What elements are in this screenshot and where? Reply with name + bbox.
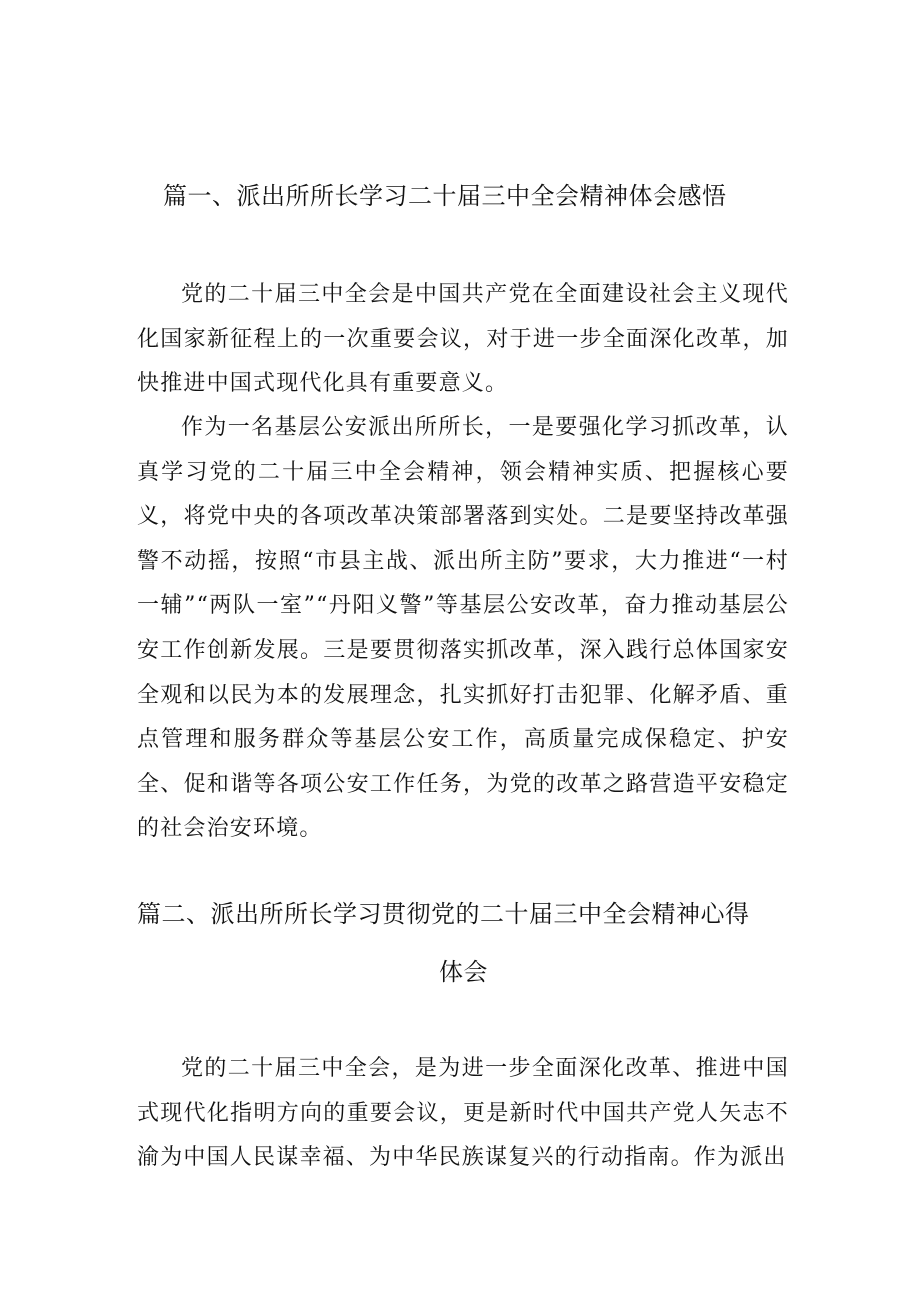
section-2-paragraph-1: 党的二十届三中全会，是为进一步全面深化改革、推进中国式现代化指明方向的重要会议，更是新时代中国共产党人矢志不渝为中国人民谋幸福、为中华民族谋复兴的行动指南。作为派出 <box>137 1056 789 1171</box>
section-1-title: 篇一、派出所所长学习二十届三中全会精神体会感悟 <box>163 182 727 210</box>
section-1-paragraph-2: 作为一名基层公安派出所所长，一是要强化学习抓改革，认真学习党的二十届三中全会精神，领会精神实质、把握核心要义，将党中央的各项改革决策部署落到实处。二是要坚持改革强警不动摇，按照“市县主战、派出所主防”要求，大力推进“一村一辅”“两队一室”“丹阳义警”等基层公安改革，奋力推动基层公安工作创新发展。三是要贯彻落实抓改革，深入践行总体国家安全观和以民为本的发展理念，扎实抓好打击犯罪、化解矛盾、重点管理和服务群众等基层公安工作，高质量完成保稳定、护安全、促和谐等各项公安工作任务，为党的改革之路营造平安稳定的社会治安环境。 <box>137 415 789 842</box>
section-1-paragraph-1: 党的二十届三中全会是中国共产党在全面建设社会主义现代化国家新征程上的一次重要会议，对于进一步全面深化改革，加快推进中国式现代化具有重要意义。 <box>137 282 789 397</box>
section-2-title-line-2: 体会 <box>439 958 488 986</box>
section-2-title-line-1: 篇二、派出所所长学习贯彻党的二十届三中全会精神心得 <box>137 900 750 928</box>
